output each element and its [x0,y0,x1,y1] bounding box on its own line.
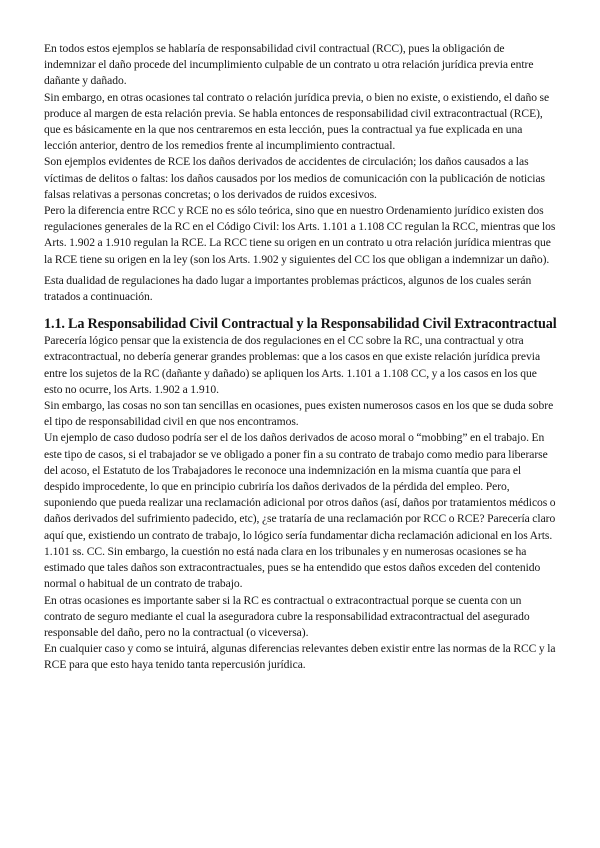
paragraph-rce-definition: Sin embargo, en otras ocasiones tal contrato o relación jurídica previa, o bien no existe, o existiendo, el daño se produce al margen de esta relación previa. Se habla entonces de responsabilidad civil extracontractual (RCE), que es básicamente en la que nos centraremos en esta lección, pues la contractual ya fue explicada en una lección anterior, dentro de los remedios frente al incumplimiento contractual. [44,90,550,153]
paragraph-conclusion: En cualquier caso y como se intuirá, algunas diferencias relevantes deben existir entre las normas de la RCC y la RCE para que esto haya tenido tanta repercusión jurídica. [44,642,556,672]
paragraph-rcc-rce-difference: Pero la diferencia entre RCC y RCE no es sólo teórica, sino que en nuestro Ordenamiento jurídico existen dos regulaciones generales de la RC en el Código Civil: los Arts. 1.101 a 1.108 CC regulan la RCC, mientras que los Arts. 1.902 a 1.910 regulan la RCE. La RCC tiene su origen en un contrato u otra relación jurídica mientras que la RCE tiene su origen en la ley (son los Arts. 1.902 y siguientes del CC los que obligan a indemnizar un daño). [44,204,556,266]
paragraph-duality: Esta dualidad de regulaciones ha dado lugar a importantes problemas prácticos, algunos de los cuales serán tratados a continuación. [44,273,532,304]
paragraph-logical-expectation: Parecería lógico pensar que la existencia de dos regulaciones en el CC sobre la RC, una contractual y otra extracontractual, no debería generar grandes problemas: que a los casos en que existe relación jurídica previa entre los sujetos de la RC (dañante y dañado) se apliquen los Arts. 1.101 a 1.108 CC, y a los casos en los que esto no ocurre, los Arts. 1.902 a 1.910. [44,334,541,396]
paragraph-rce-examples: Son ejemplos evidentes de RCE los daños derivados de accidentes de circulación; los daños causados a las víctimas de delitos o faltas: los daños causados por los medios de comunicación con la publicación de noticias falsas relativas a personas concretas; o los derivados de ruidos excesivos. [44,155,546,201]
section-heading: 1.1. La Responsabilidad Civil Contractual y la Responsabilidad Civil Extracontractual [44,316,557,333]
paragraph-doubtful-cases: Sin embargo, las cosas no son tan sencillas en ocasiones, pues existen numerosos casos en los que se duda sobre el tipo de responsabilidad civil en que nos encontramos. [44,399,554,429]
paragraph-rcc-definition: En todos estos ejemplos se hablaría de responsabilidad civil contractual (RCC), pues la obligación de indemnizar el daño procede del incumplimiento culpable de un contrato u otra relación jurídica previa entre dañante y dañado. [44,42,534,88]
paragraph-insurance: En otras ocasiones es importante saber si la RC es contractual o extracontractual porque se cuenta con un contrato de seguro mediante el cual la aseguradora cubre la responsabilidad extracontractual del asegurado responsable del daño, pero no la contractual (o viceversa). [44,593,530,639]
paragraph-mobbing-example: Un ejemplo de caso dudoso podría ser el de los daños derivados de acoso moral o “mobbing” en el trabajo. En este tipo de casos, si el trabajador se ve obligado a poner fin a su contrato de trabajo como medio para liberarse del acoso, el Estatuto de los Trabajadores le reconoce una indemnización en la misma cuantía que para el despido improcedente, lo que en principio cubriría los daños derivados de la pérdida del empleo. Pero, suponiendo que pueda realizar una reclamación adicional por otros daños (así, daños por tratamientos médicos o daños derivados del sufrimiento padecido, etc), ¿se trataría de una reclamación por RCC o RCE? Parecería claro aquí que, existiendo un contrato de trabajo, lo lógico sería fundamentar dicha reclamación adicional en los Arts. 1.101 ss. CC. Sin embargo, la cuestión no está nada clara en los tribunales y en numerosas ocasiones se ha estimado que tales daños son extracontractuales, pues se ha entendido que estos daños exceden del contenido normal o habitual de un contrato de trabajo. [44,431,556,591]
document-page [44,41,557,674]
